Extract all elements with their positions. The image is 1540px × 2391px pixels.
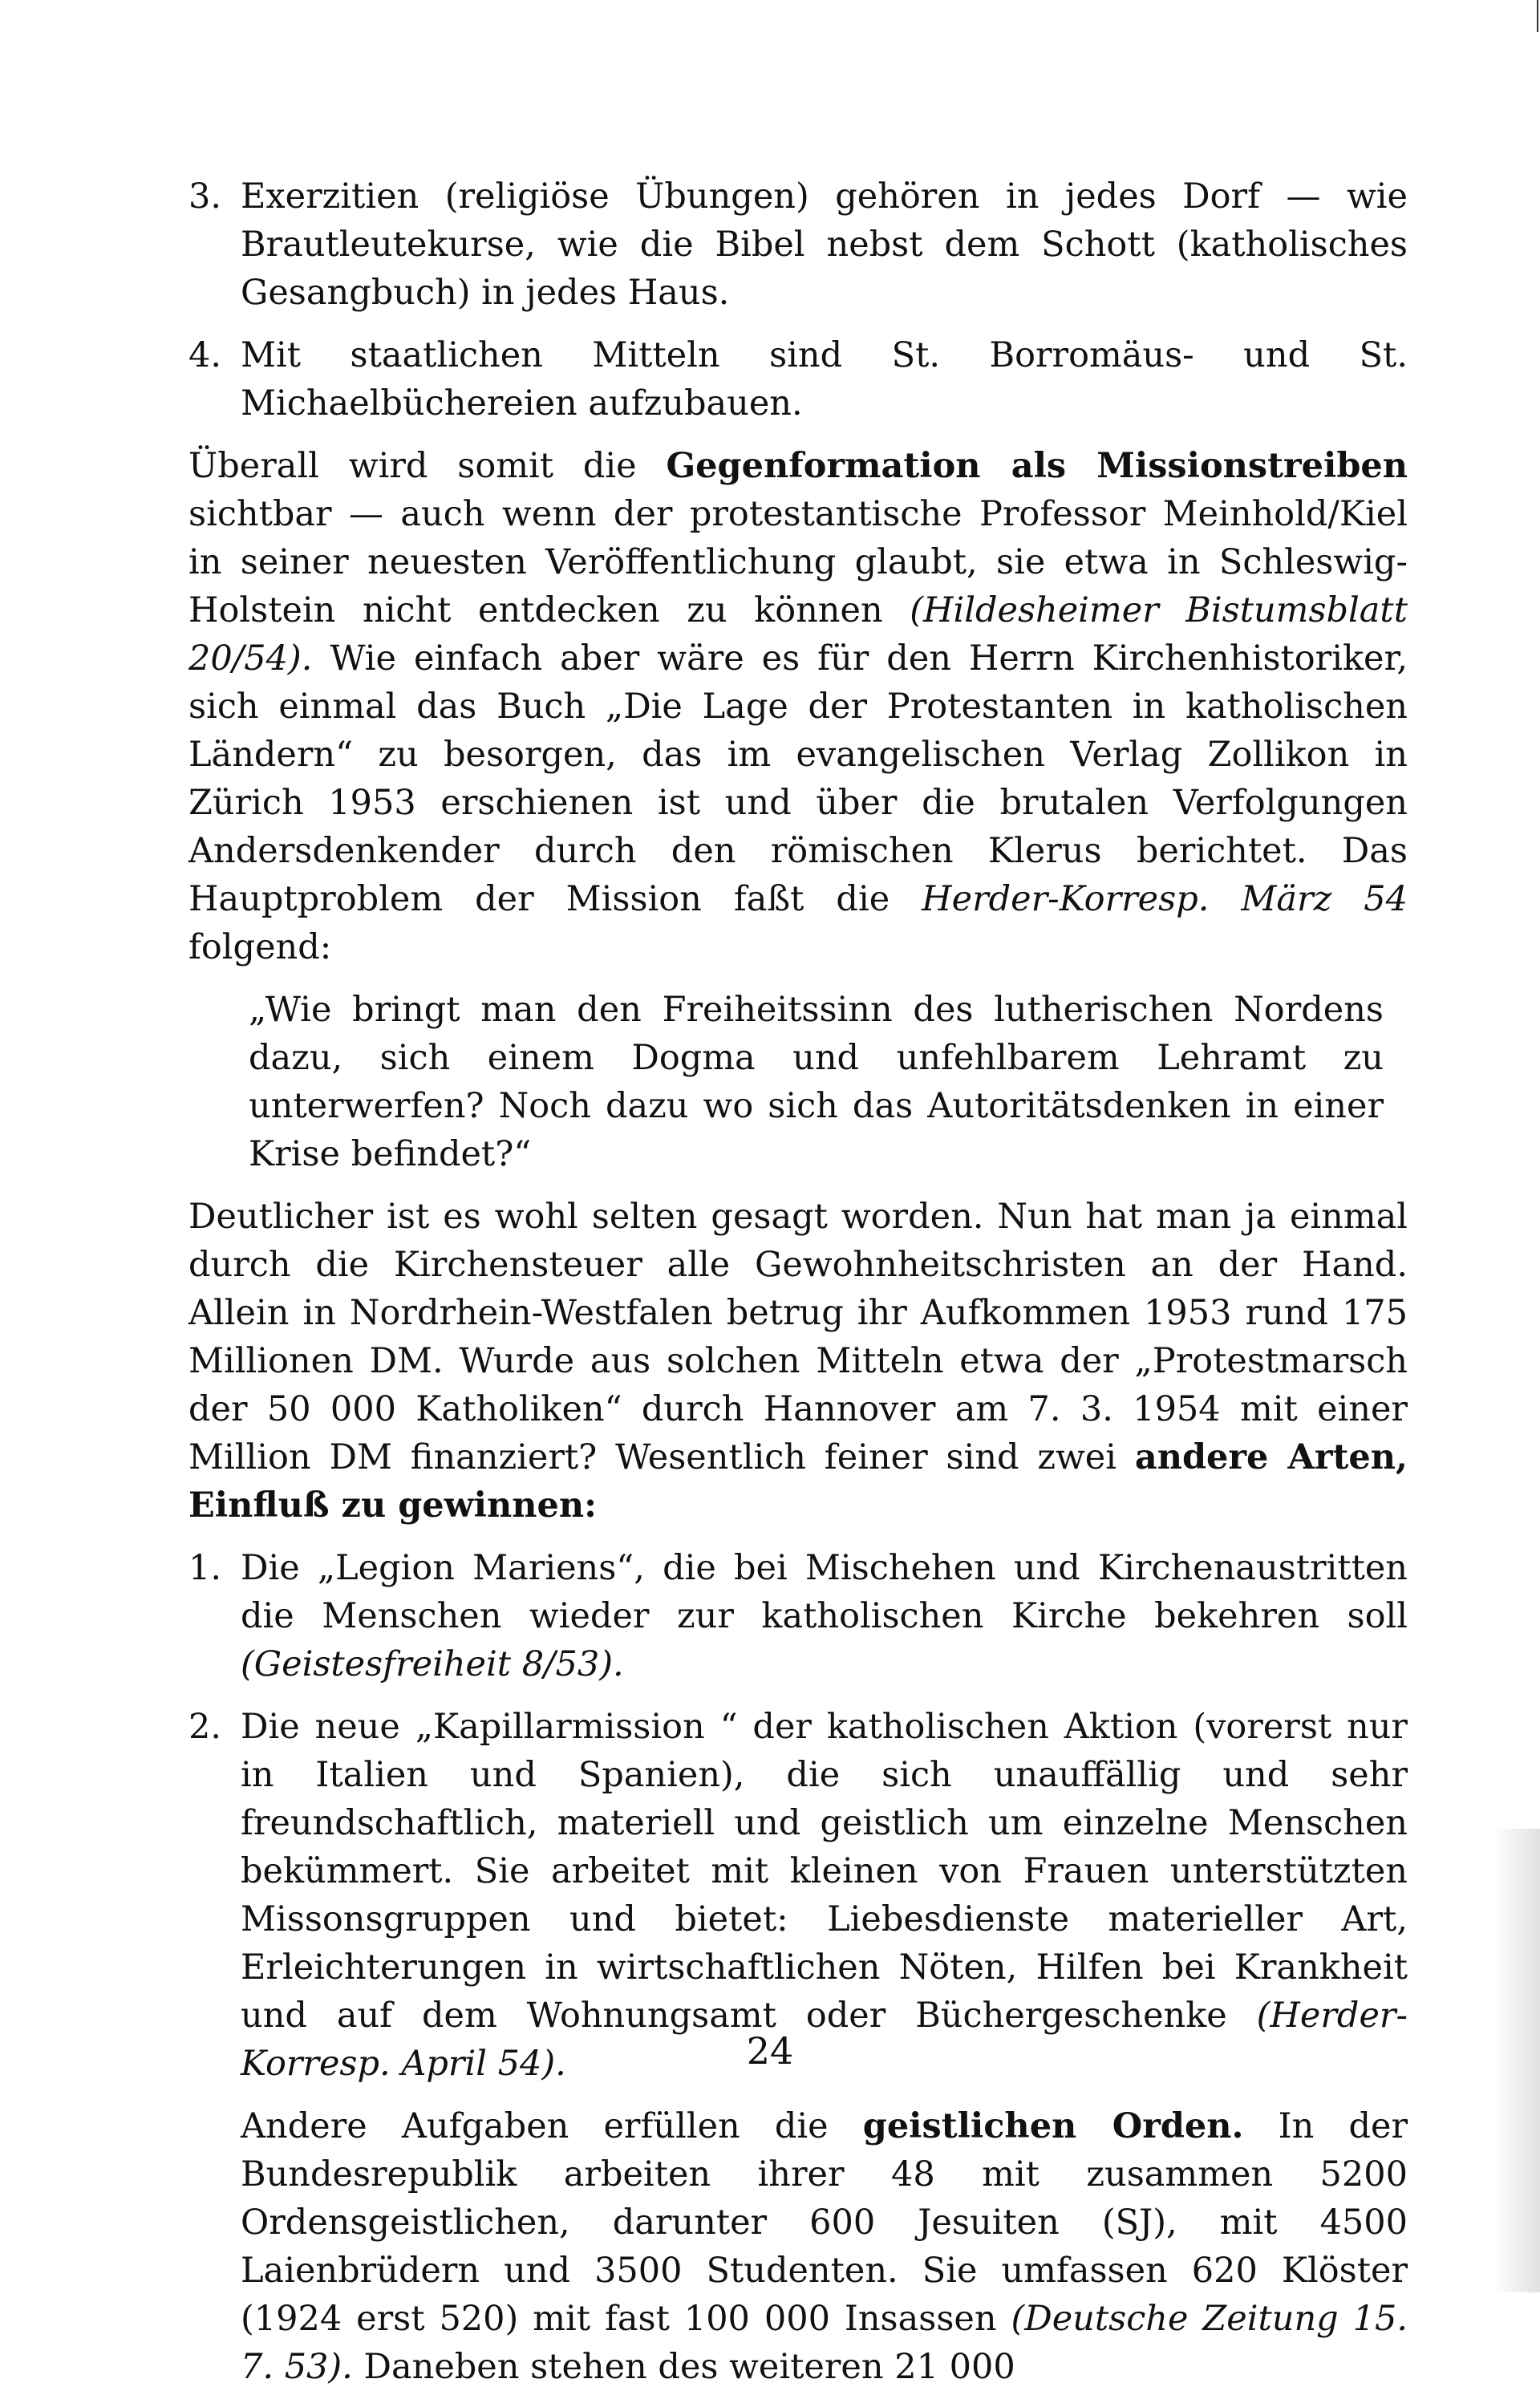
citation: Herder-Korresp. März 54 [922,879,1408,919]
citation: (Herder-Korresp. April 54). [241,1996,1408,2084]
list-text: Mit staatlichen Mitteln sind St. Borromäus- und St. Michaelbüchereien aufzubauen. [241,335,1408,423]
paragraph-gegenformation: Überall wird somit die Gegenformation als Missionstreiben sichtbar — auch wenn der protestantische Professor Meinhold/Kiel in seiner neuesten Veröffentlichung glaubt, sie etwa in Schleswig-Holstein nicht entdecken zu können (Hildesheimer Bistumsblatt 20/54). Wie einfach aber wäre es für den Herrn Kirchenhistoriker, sich einmal das Buch „Die Lage der Protestanten in katholischen Ländern“ zu besorgen, das im evangelischen Verlag Zollikon in Zürich 1953 erschienen ist und über die brutalen Verfolgungen Andersdenkender durch den römischen Klerus berichtet. Das Hauptproblem der Mission faßt die Herder-Korresp. März 54 folgend: [188,446,1408,967]
list-item [188,172,1408,317]
emphasis: andere Arten, Einfluß zu gewinnen: [188,1437,1408,1526]
citation: (Deutsche Zeitung 15. 7. 53). [241,2299,1408,2387]
list-number: 1. [188,1548,222,1588]
page-edge-mark [1537,0,1538,32]
page-number: 24 [746,2029,794,2073]
list-item [188,1544,1408,1688]
citation: (Hildesheimer Bistumsblatt 20/54). [188,590,1408,679]
block-quote: „Wie bringt man den Freiheitssinn des lutherischen Nordens dazu, sich einem Dogma und unfehlbarem Lehramt zu unterwerfen? Noch dazu wo sich das Autoritätsdenken in einer Krise befindet?“ [249,990,1384,1174]
paragraph-kirchensteuer: Deutlicher ist es wohl selten gesagt worden. Nun hat man ja einmal durch die Kirchensteuer alle Gewohnheitschristen an der Hand. Allein in Nordrhein-Westfalen betrug ihr Aufkommen 1953 rund 175 Millionen DM. Wurde aus solchen Mitteln etwa der „Protestmarsch der 50 000 Katholiken“ durch Hannover am 7. 3. 1954 mit einer Million DM finanziert? Wesentlich feiner sind zwei andere Arten, Einfluß zu gewinnen: [188,1197,1408,1526]
list-text: Die neue „Kapillarmission “ der katholischen Aktion (vorerst nur in Italien und Spanien), die sich unauffällig und sehr freundschaftlich, materiell und geistlich um einzelne Menschen bekümmert. Sie arbeitet mit kleinen von Frauen unterstützten Missonsgruppen und bietet: Liebesdienste materieller Art, Erleichterungen in wirtschaftlichen Nöten, Hilfen bei Krankheit und auf dem Wohnungsamt oder Büchergeschenke (Herder-Korresp. April 54). [241,1707,1408,2084]
emphasis: Gegenformation als Missionstreiben [666,446,1408,486]
list-text: Die „Legion Mariens“, die bei Mischehen und Kirchenaustritten die Menschen wieder zur katholischen Kirche bekehren soll (Geistesfreiheit 8/53). [241,1548,1408,1684]
list-number: 3. [188,176,222,217]
paragraph-orden: Andere Aufgaben erfüllen die geistlichen Orden. In der Bundesrepublik arbeiten ihrer 48 mit zusammen 5200 Ordensgeistlichen, darunter 600 Jesuiten (SJ), mit 4500 Laienbrüdern und 3500 Studenten. Sie umfassen 620 Klöster (1924 erst 520) mit fast 100 000 Insassen (Deutsche Zeitung 15. 7. 53). Daneben stehen des weiteren 21 000 [241,2106,1408,2387]
citation: (Geistesfreiheit 8/53). [241,1644,624,1684]
list-number: 4. [188,335,222,375]
list-text: Exerzitien (religiöse Übungen) gehören in jedes Dorf — wie Brautleutekurse, wie die Bibel nebst dem Schott (katholisches Gesangbuch) in jedes Haus. [241,176,1408,313]
emphasis: geistlichen Orden. [862,2106,1244,2146]
list-number: 2. [188,1707,222,1747]
list-item [188,331,1408,428]
